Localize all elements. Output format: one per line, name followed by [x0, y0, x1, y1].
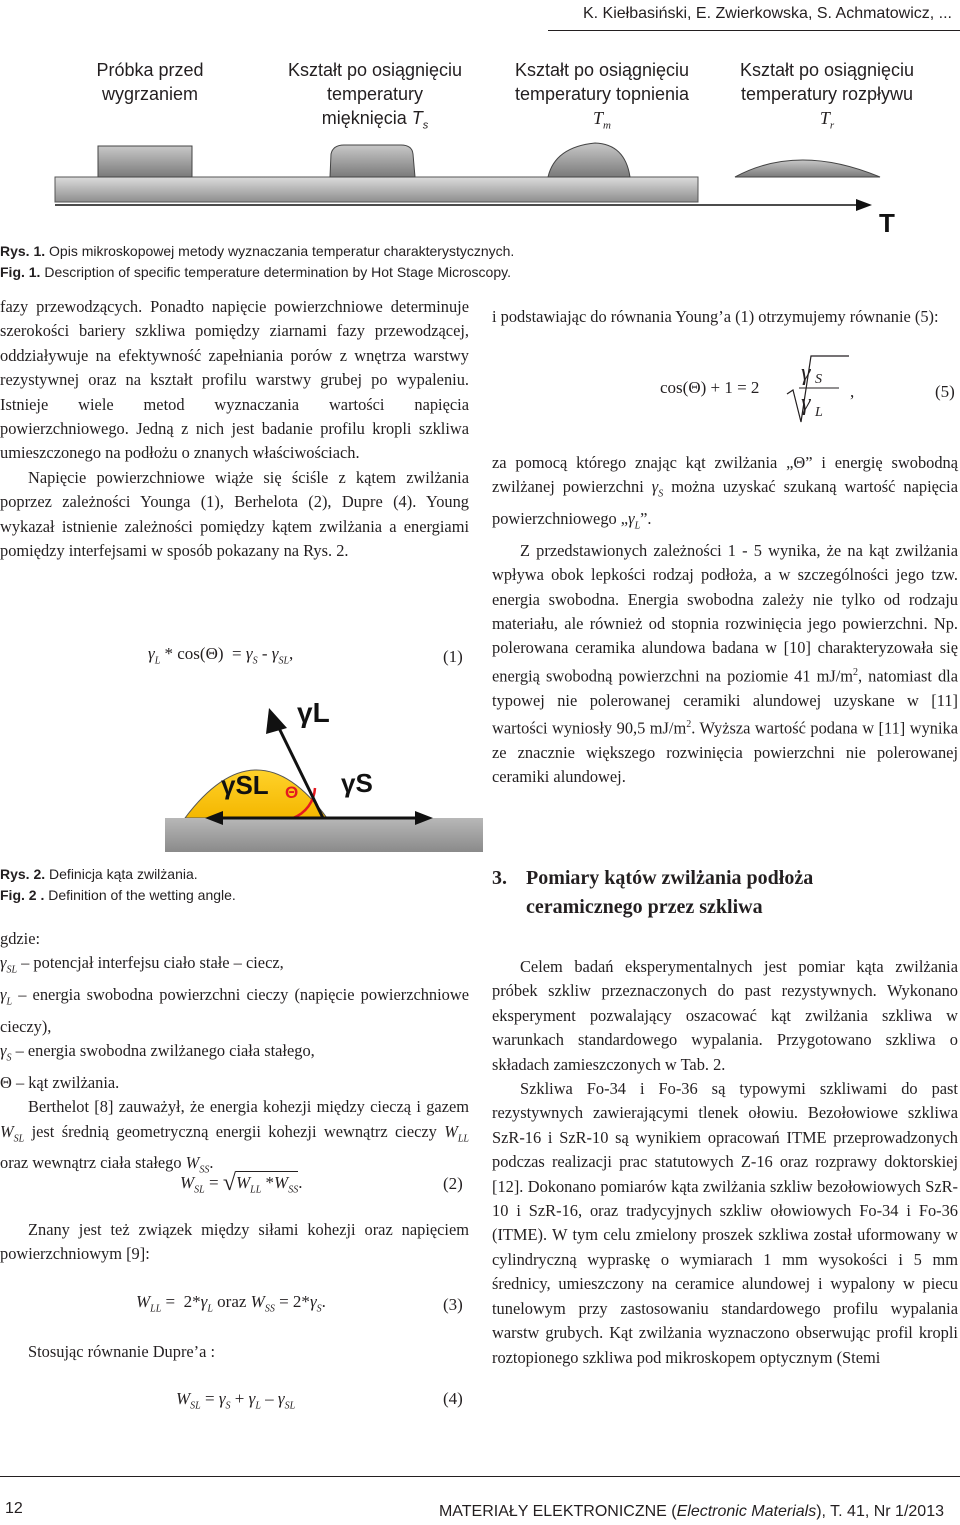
- label-gamma-sl: γSL: [221, 770, 269, 800]
- substrate: [165, 818, 483, 852]
- definition-item: Θ – kąt zwilżania.: [0, 1072, 120, 1092]
- paragraph-dupre: Stosując równanie Dupre’a :: [28, 1342, 216, 1361]
- substrate-plate: [55, 177, 698, 202]
- stage-title-softening: Kształt po osiągnięciu temperatury mięknięcia $T_s$: [287, 60, 463, 132]
- paragraph-cohesion: Znany jest też związek między siłami kohezji oraz napięciem powierzchniowym [9]:: [0, 1220, 469, 1264]
- svg-text:γ: γ: [801, 390, 811, 416]
- label-gamma-s: γS: [341, 768, 373, 798]
- paragraph: Berthelot [8] zauważył, że energia kohezji między cieczą i gazem $W_{SL}$ jest średnią geometryczną energii kohezji wewnątrz cieczy $W_{LL}$ oraz wewnątrz ciała stałego $W_{SS}$.: [0, 1097, 469, 1176]
- definition-item: $\gamma_S$ – energia swobodna zwilżanego ciała stałego,: [0, 1041, 315, 1064]
- definitions-block: [0, 927, 469, 1183]
- equation-2: $W_{SL} = √W_{LL}$ $*W_{SS}$.: [180, 1170, 303, 1196]
- right-paragraphs: [492, 451, 958, 790]
- equation-4: $W_{SL} = \gamma_S + \gamma_L - \gamma_{SL}$: [176, 1389, 296, 1412]
- wetting-angle-diagram: [165, 670, 485, 860]
- axis-arrowhead: [856, 199, 872, 211]
- equation-1-number: (1): [443, 647, 463, 666]
- equation-3-number: (3): [443, 1295, 463, 1314]
- paragraph: Napięcie powierzchniowe wiąże się ściśle z kątem zwilżania poprzez zależności Younga (1), Berhelota (2), Dupre (4). Young wykazał istnienie zależności pomiędzy kątem zwilżania a energiami pomiędzy interfejsami w sposób pokazany na Rys. 2.: [0, 467, 469, 561]
- where-label: gdzie:: [0, 929, 41, 948]
- label-theta: Θ: [285, 783, 299, 802]
- sample-softened: [330, 145, 415, 177]
- figure1-caption-pl: Rys. 1. Opis mikroskopowej metody wyznaczania temperatur charakterystycznych.: [0, 243, 515, 259]
- equation-5-radical: [785, 350, 855, 428]
- equation-4-number: (4): [443, 1389, 463, 1408]
- equation-2-number: (2): [443, 1174, 463, 1193]
- right-paragraph-1: i podstawiając do równania Young’a (1) otrzymujemy równanie (5):: [492, 307, 939, 326]
- svg-text:S: S: [815, 372, 822, 387]
- section-3-text: [492, 955, 958, 1370]
- section-heading: 3. Pomiary kątów zwilżania podłoża ceramicznego przez szkliwa: [492, 867, 814, 918]
- figure2-caption-pl: Rys. 2. Definicja kąta zwilżania.: [0, 866, 198, 882]
- definition-item: $\gamma_L$ – energia swobodna powierzchni cieczy (napięcie powierzchniowe cieczy),: [0, 985, 469, 1036]
- footer-rule: [0, 1476, 960, 1477]
- sample-melted: [548, 143, 630, 177]
- equation-1: $\gamma_L * \cos(\Theta) = \gamma_S - \gamma_{SL}$,: [148, 644, 294, 667]
- equation-3: $W_{LL} = 2*\gamma_L$ oraz $W_{SS} = 2*\gamma_S$.: [136, 1292, 326, 1315]
- paragraph: Celem badań eksperymentalnych jest pomiar kąta zwilżania próbek szkliw przeznaczonych do past rezystywnych. Wykonano eksperyment pozwalający oszacować kąt zwilżania szkliwa w warunkach standardowego wypalania. Przygotowano szkliwa o składach zamieszczonych w Tab. 2.: [492, 957, 958, 1074]
- figure2-caption-en: Fig. 2 . Definition of the wetting angle.: [0, 887, 236, 903]
- definition-item: $\gamma_{SL}$ – potencjał interfejsu ciało stałe – ciecz,: [0, 953, 284, 976]
- header-rule: [548, 30, 960, 31]
- axis-label: T: [879, 208, 895, 238]
- page-number: 12: [5, 1500, 23, 1517]
- paragraph: Szkliwa Fo-34 i Fo-36 są typowymi szkliwami do past rezystywnych zawierającymi tlenek ołowiu. Bezołowiowe szkliwa SzR-16 i SzR-10 są wynikiem opracowań ITME przeprowadzonych podczas realizacji prac statutowych Z-16 oraz rozprawy doktorskiej [12]. Dokonano pomiarów kąta zwilżania szkliw bezołowiowych SzR-10 i SzR-16, oraz tradycyjnych szkliw ołowiowych Fo-34 i Fo-36 (ITME). W tym celu zmielony proszek szkliwa został uformowany w cylindryczną wypraskę o wymiarach 1 mm wysokości i 5 mm średnicy, umieszczony na ceramice alundowej i wypalony w piecu tunelowym przy zastosowaniu standardowego profilu wypalania warstw grubych. Kąt zwilżania wyznaczono obserwując profil kropli roztopionego szkliwa pod mikroskopem optycznym (Stemi: [492, 1079, 958, 1367]
- paragraph: za pomocą którego znając kąt zwilżania „Θ” i energię swobodną zwilżanej powierzchni $\gamma_S$ można uzyskać szukaną wartość napięcia powierzchniowego $„\gamma_L$”.: [492, 453, 959, 532]
- paragraph: Z przedstawionych zależności 1 - 5 wynika, że na kąt zwilżania wpływa obok lepkości rodzaj podłoża, a w szczególności jego tzw. energia swobodna. Energia swobodna zależy nie tylko od rodzaju materiału, ale również od stopnia rozwinięcia jego powierzchni. Np. polerowana ceramika alundowa badana w [10] charakteryzowała się energią swobodną powierzchni na poziomie 41 $mJ/m^2$, natomiast dla typowej nie polerowanej ceramiki alundowej uzyskane w [11] wartości wyniosły 90,5 $mJ/m^2$. Wyższa wartość podana w [11] wynika ze znacznie większego rozwinięcia powierzchni nie polerowanej ceramiki alundowej.: [492, 540, 958, 787]
- label-gamma-l: γL: [297, 697, 330, 728]
- figure1-caption-en: Fig. 1. Description of specific temperature determination by Hot Stage Microscopy.: [0, 264, 511, 280]
- hot-stage-diagram: [0, 130, 960, 240]
- gamma-l-arrowhead: [266, 708, 287, 734]
- equation-5-number: (5): [935, 382, 955, 401]
- equation-5: cos(Θ) + 1 = 2: [660, 378, 760, 397]
- svg-text:γ: γ: [801, 360, 811, 386]
- stage-title-before: Próbka przed wygrzaniem: [96, 60, 204, 104]
- equation-5-comma: ,: [850, 382, 855, 401]
- svg-text:L: L: [815, 405, 823, 420]
- sample-flowed: [735, 160, 880, 177]
- paragraph: fazy przewodzących. Ponadto napięcie powierzchniowe determinuje szerokości bariery szkliwa pomiędzy ziarnami fazy przewodzącej, oddziaływuje na efektywność zapełniania porów z wnętrza warstwy rezystywnej oraz na kształt profilu warstwy grubej po wypaleniu. Istnieje wiele metod wyznaczania wartości napięcia powierzchniowego. Jedną z nich jest badanie profilu kropli szkliwa umieszczonego na podłożu o znanych właściwościach.: [0, 297, 469, 463]
- left-column-text: [0, 295, 469, 563]
- sample-before: [98, 146, 192, 177]
- journal-citation: MATERIAŁY ELEKTRONICZNE (Electronic Materials), T. 41, Nr 1/2013: [438, 1503, 944, 1520]
- stage-title-melting: Kształt po osiągnięciu temperatury topnienia $T_m$: [514, 60, 690, 132]
- stage-title-flow: Kształt po osiągnięciu temperatury rozpływu $T_r$: [739, 60, 915, 132]
- running-header: K. Kiełbasiński, E. Zwierkowska, S. Achmatowicz, ...: [582, 5, 952, 22]
